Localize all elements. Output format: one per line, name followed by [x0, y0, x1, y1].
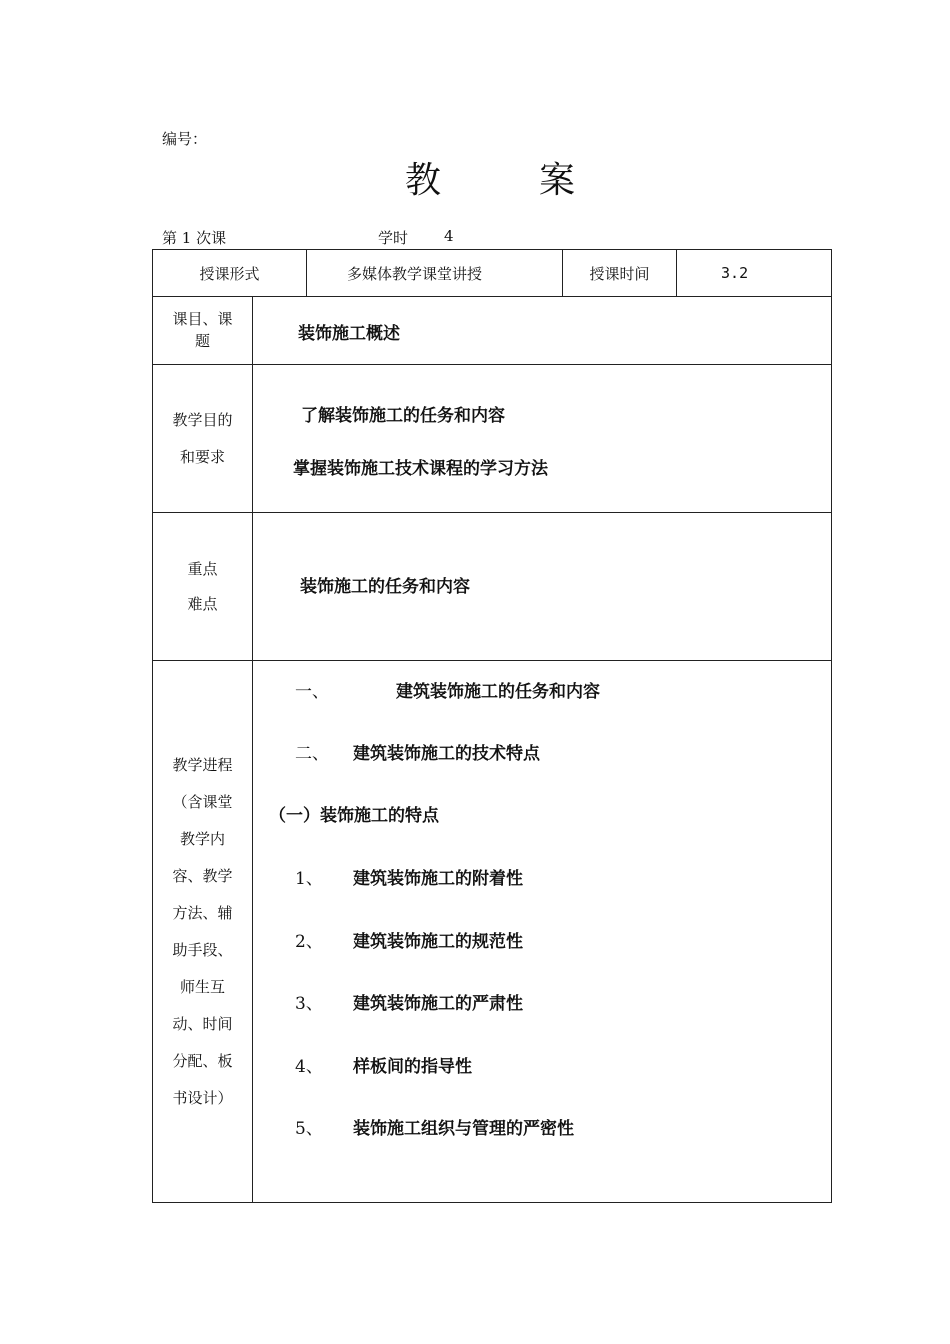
goal-item-1: 了解装饰施工的任务和内容 [301, 406, 505, 426]
goals-row [153, 365, 832, 513]
progress-label-line-7: 师生互 [179, 977, 225, 996]
teaching-mode-value: 多媒体教学课堂讲授 [307, 250, 563, 297]
topic-label-line-2: 题 [194, 331, 210, 350]
progress-label-line-4: 容、教学 [172, 866, 233, 885]
topic-value: 装饰施工概述 [253, 297, 832, 365]
item-4-text: 样板间的指导性 [353, 1057, 472, 1077]
progress-label-line-2: （含课堂 [172, 792, 233, 811]
keypoints-label-line-2: 难点 [187, 594, 218, 613]
title-char-2: 案 [539, 160, 578, 201]
progress-label-line-8: 动、时间 [172, 1014, 233, 1033]
item-5-text: 装饰施工组织与管理的严密性 [353, 1119, 574, 1139]
topic-label-line-1: 课目、课 [172, 309, 233, 328]
goals-content [253, 365, 832, 513]
item-1-text: 建筑装饰施工的附着性 [353, 869, 523, 889]
item-2-text: 建筑装饰施工的规范性 [353, 932, 523, 952]
document-number-label: 编号： [162, 130, 208, 148]
item-3-number: 3、 [295, 994, 323, 1014]
goals-label [153, 365, 253, 513]
item-3-text: 建筑装饰施工的严肃性 [353, 994, 523, 1014]
progress-label-line-1: 教学进程 [172, 755, 233, 774]
goals-label-line-1: 教学目的 [172, 410, 233, 429]
progress-label-line-3: 教学内 [179, 829, 225, 848]
title-char-1: 教 [405, 160, 444, 201]
teaching-mode-label: 授课形式 [153, 250, 307, 297]
item-1-number: 1、 [295, 869, 323, 889]
topic-row [153, 297, 832, 365]
progress-label-line-10: 书设计） [172, 1088, 233, 1107]
progress-content [253, 661, 832, 1203]
item-4-number: 4、 [295, 1057, 323, 1077]
lesson-plan-table [152, 249, 832, 1203]
header-row [153, 250, 832, 297]
section-2-title: 建筑装饰施工的技术特点 [353, 744, 540, 764]
section-1-number: 一、 [295, 682, 329, 702]
topic-label [153, 297, 253, 365]
progress-label [153, 661, 253, 1203]
teaching-time-value [677, 250, 832, 297]
keypoints-label-line-1: 重点 [187, 559, 218, 578]
keypoints-value: 装饰施工的任务和内容 [253, 513, 832, 661]
goal-item-2: 掌握装饰施工技术课程的学习方法 [293, 459, 548, 479]
lesson-number: 第 1 次课 [162, 229, 227, 247]
teaching-time-label: 授课时间 [563, 250, 677, 297]
progress-label-line-6: 助手段、 [172, 940, 233, 959]
section-2-number: 二、 [295, 744, 329, 764]
subsection-1-title: （一）装饰施工的特点 [269, 806, 439, 826]
item-2-number: 2、 [295, 932, 323, 952]
keypoints-label [153, 513, 253, 661]
document-title [405, 152, 578, 203]
hours-label: 学时 [378, 229, 409, 247]
progress-row [153, 661, 832, 1203]
progress-label-line-9: 分配、板 [172, 1051, 233, 1070]
goals-label-line-2: 和要求 [179, 447, 225, 466]
progress-label-line-5: 方法、辅 [172, 903, 233, 922]
item-5-number: 5、 [295, 1119, 323, 1139]
section-1-title: 建筑装饰施工的任务和内容 [396, 682, 600, 702]
hours-value: 4 [444, 227, 454, 245]
teaching-time-text: 3.2 [721, 264, 749, 282]
keypoints-row [153, 513, 832, 661]
